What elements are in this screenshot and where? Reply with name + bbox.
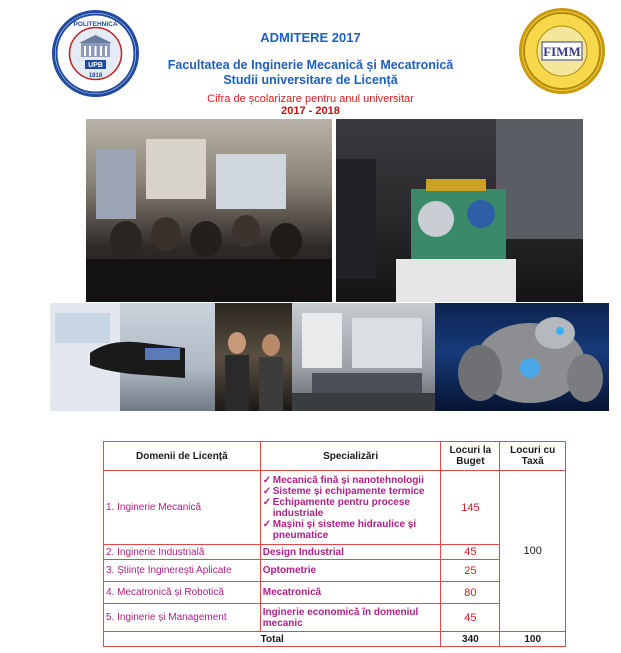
- check-icon: ✓: [262, 485, 272, 497]
- upb-logo: [52, 10, 139, 97]
- faculty-line-1: Facultatea de Inginerie Mecanică și Mecatronică: [167, 58, 454, 72]
- table-row: [104, 545, 566, 560]
- upb-badge-text: UPB: [88, 62, 103, 69]
- domain-cell: 3. Științe Inginerești Aplicate: [104, 560, 261, 582]
- specialization-cell: Inginerie economică în domeniul mecanic: [260, 604, 441, 632]
- specialization-name: Sisteme și echipamente termice: [272, 485, 425, 497]
- total-fee: 100: [500, 632, 566, 647]
- photo-engine-model: [336, 119, 583, 302]
- check-icon: ✓: [262, 474, 272, 486]
- fimm-seal-icon: [522, 11, 602, 91]
- enrollment-note: Cifra de școlarizare pentru anul universitar: [207, 93, 414, 105]
- photo-exhibition-stand: [292, 303, 435, 411]
- check-icon: ✓: [262, 518, 272, 530]
- check-icon: ✓: [262, 496, 272, 508]
- header-specializations: Specializări: [260, 442, 441, 471]
- domain-cell: 5. Inginerie și Management: [104, 604, 261, 632]
- page-title: ADMITERE 2017: [260, 30, 361, 45]
- header-budget-places: Locuri la Buget: [441, 442, 500, 471]
- specialization-cell: [260, 471, 441, 545]
- upb-top-text: POLITEHNICA: [73, 21, 118, 28]
- students-photo-illustration: [215, 303, 292, 411]
- stand-photo-illustration: [292, 303, 435, 411]
- table-total-row: [104, 632, 566, 647]
- table-row: [104, 604, 566, 632]
- domain-cell: 4. Mecatronică și Robotică: [104, 582, 261, 604]
- fee-places-shared-cell: 100: [500, 471, 566, 632]
- total-label: Total: [104, 632, 441, 647]
- robot-photo-illustration: [435, 303, 609, 411]
- crowd-photo-illustration: [86, 119, 332, 302]
- academic-year: 2017 - 2018: [281, 105, 340, 117]
- budget-cell: 45: [441, 545, 500, 560]
- list-item: [263, 486, 439, 497]
- faculty-line-2: Studii universitare de Licență: [223, 73, 398, 87]
- budget-cell: 45: [441, 604, 500, 632]
- specialization-cell: Optometrie: [260, 560, 441, 582]
- list-item: [263, 519, 439, 541]
- photo-robot: [435, 303, 609, 411]
- domain-cell: 1. Inginerie Mecanică: [104, 471, 261, 545]
- specialization-name: Mecanică fină și nanotehnologii: [272, 474, 424, 486]
- upb-seal-icon: [55, 13, 136, 94]
- table-row: [104, 582, 566, 604]
- glove-photo-illustration: [50, 303, 215, 411]
- engine-photo-illustration: [336, 119, 583, 302]
- header-fee-places: Locuri cu Taxă: [500, 442, 566, 471]
- photo-students-lab: [215, 303, 292, 411]
- photo-glove-device: [50, 303, 215, 411]
- table-header-row: [104, 442, 566, 471]
- table-row: [104, 560, 566, 582]
- admissions-table: [103, 441, 566, 647]
- upb-year-text: 1818: [88, 73, 103, 79]
- domain-cell: 2. Inginerie Industrială: [104, 545, 261, 560]
- budget-cell: 80: [441, 582, 500, 604]
- list-item: [263, 475, 439, 486]
- fimm-logo: [519, 8, 605, 94]
- fimm-center-text: FIMM: [543, 44, 581, 59]
- list-item: [263, 497, 439, 519]
- header-domains: Domenii de Licență: [104, 442, 261, 471]
- specialization-cell: Mecatronică: [260, 582, 441, 604]
- specialization-cell: Design Industrial: [260, 545, 441, 560]
- photo-crowd-exhibition: [86, 119, 332, 302]
- specialization-name: Mașini și sisteme hidraulice și pneumatice: [272, 518, 417, 541]
- budget-cell: 145: [441, 471, 500, 545]
- budget-cell: 25: [441, 560, 500, 582]
- table-row: [104, 471, 566, 545]
- specialization-list: [263, 475, 439, 541]
- total-budget: 340: [441, 632, 500, 647]
- specialization-name: Echipamente pentru procese industriale: [272, 496, 410, 519]
